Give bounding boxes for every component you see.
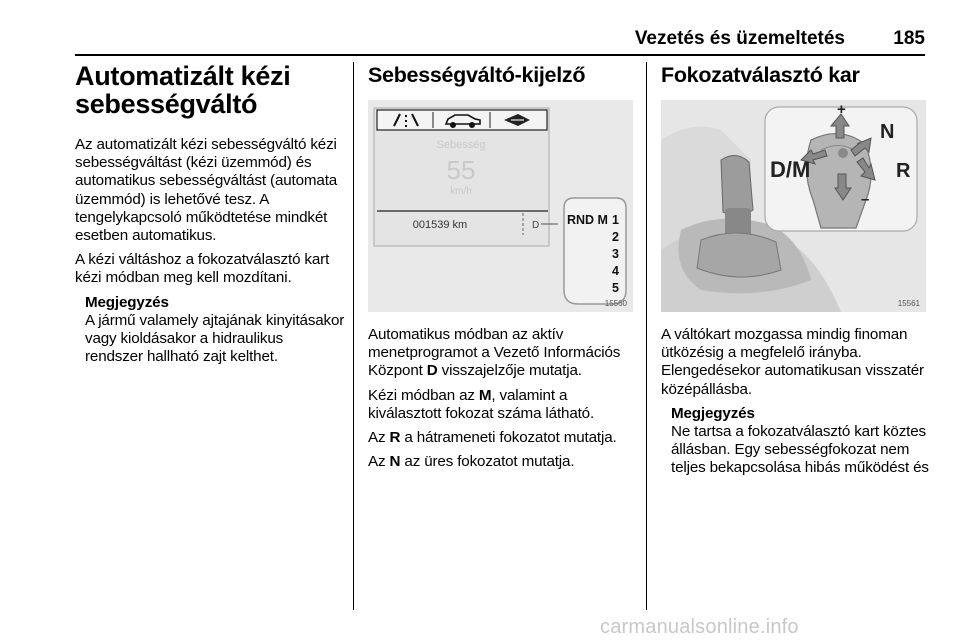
text-run: Az [368,453,390,471]
column-divider-1 [353,62,354,610]
gear-indicator-small: D [532,220,540,231]
symbol-n: N [389,453,401,471]
watermark: carmanualsonline.info [600,616,799,638]
transmission-display-figure [368,100,633,312]
gear-lever-illustration [661,100,926,312]
label-dm: D/M [770,157,811,182]
note-block-2 [661,405,929,478]
column-2 [368,62,633,471]
header-rule [75,54,925,56]
paragraph-intro: Az automatizált kézi sebességváltó kézi sebességváltást (kézi üzemmód) és automatikus sebességváltást (automata üzemmód) is lehetővé tesz. A tengelykapcsoló működtetése mindkét esetben automatikus. [75,136,338,245]
label-plus: + [837,101,846,118]
paragraph-manual-mode [368,387,633,423]
text-run: a hátrameneti fokozatot mutatja. [400,429,617,447]
heading-line-1: Automatizált kézi [75,61,291,91]
selector-lever-figure [661,100,926,312]
text-run: visszajelzője mutatja. [437,362,582,380]
gear-1: 1 [612,213,619,227]
column-divider-2 [646,62,647,610]
gear-2: 2 [612,230,619,244]
note-title: Megjegyzés [85,293,169,311]
gear-3: 3 [612,247,619,261]
gear-4: 4 [612,264,619,278]
running-title: Vezetés és üzemeltetés [634,28,845,49]
speed-label: Sebesség [436,139,486,151]
page-number: 185 [893,28,925,49]
label-minus: – [861,191,870,208]
paragraph-manual-shift: A kézi váltáshoz a fokozatválasztó kart kézi módban meg kell mozdítani. [75,251,330,287]
paragraph-lever-usage: A váltókart mozgassa mindig finoman ütközésig a megfelelő irányba. Elengedésekor automatikusan visszatér középállásba. [661,326,924,398]
note-block-1 [75,294,345,367]
label-n: N [880,121,895,143]
text-run: Automatikus módban az aktív menetprogramot a Vezető Információs Központ [368,326,621,380]
symbol-m: M [478,386,492,404]
text-run: Az [368,429,390,447]
symbol-r: R [389,429,401,447]
cluster-display-illustration [368,100,633,312]
column-1 [75,62,345,366]
odometer-reading: 001539 km [412,219,468,231]
text-run: , valamint a kiválasztott fokozat száma látható. [368,386,595,422]
text-run: Kézi módban az [368,386,479,404]
section-heading-valasztokar: Fokozatválasztó kar [661,63,860,87]
heading-line-2: sebességváltó [75,89,258,119]
section-heading-automatizalt [75,62,345,118]
figure-id: 15561 [897,299,920,308]
figure-id: 15560 [604,299,627,308]
page-header [75,28,925,54]
section-heading-kijelzo: Sebességváltó-kijelző [368,63,586,87]
note-text: A jármű valamely ajtajának kinyitásakor vagy kioldásakor a hidraulikus rendszer hallható zajt kelthet. [85,311,345,366]
column-3 [661,62,929,478]
paragraph-neutral [368,453,633,471]
mode-line: RND M [567,213,608,227]
paragraph-auto-mode [368,326,633,381]
symbol-d: D [426,362,438,380]
speed-unit: km/h [450,186,472,197]
note-title: Megjegyzés [671,404,755,422]
speed-value: 55 [446,155,476,185]
note-text: Ne tartsa a fokozatválasztó kart köztes állásban. Egy sebességfokozat nem teljes bekapcsolása hibás működést és [671,423,929,477]
label-r: R [896,160,911,182]
text-run: az üres fokozatot mutatja. [400,453,575,471]
paragraph-reverse [368,429,633,447]
gear-5: 5 [612,281,619,295]
